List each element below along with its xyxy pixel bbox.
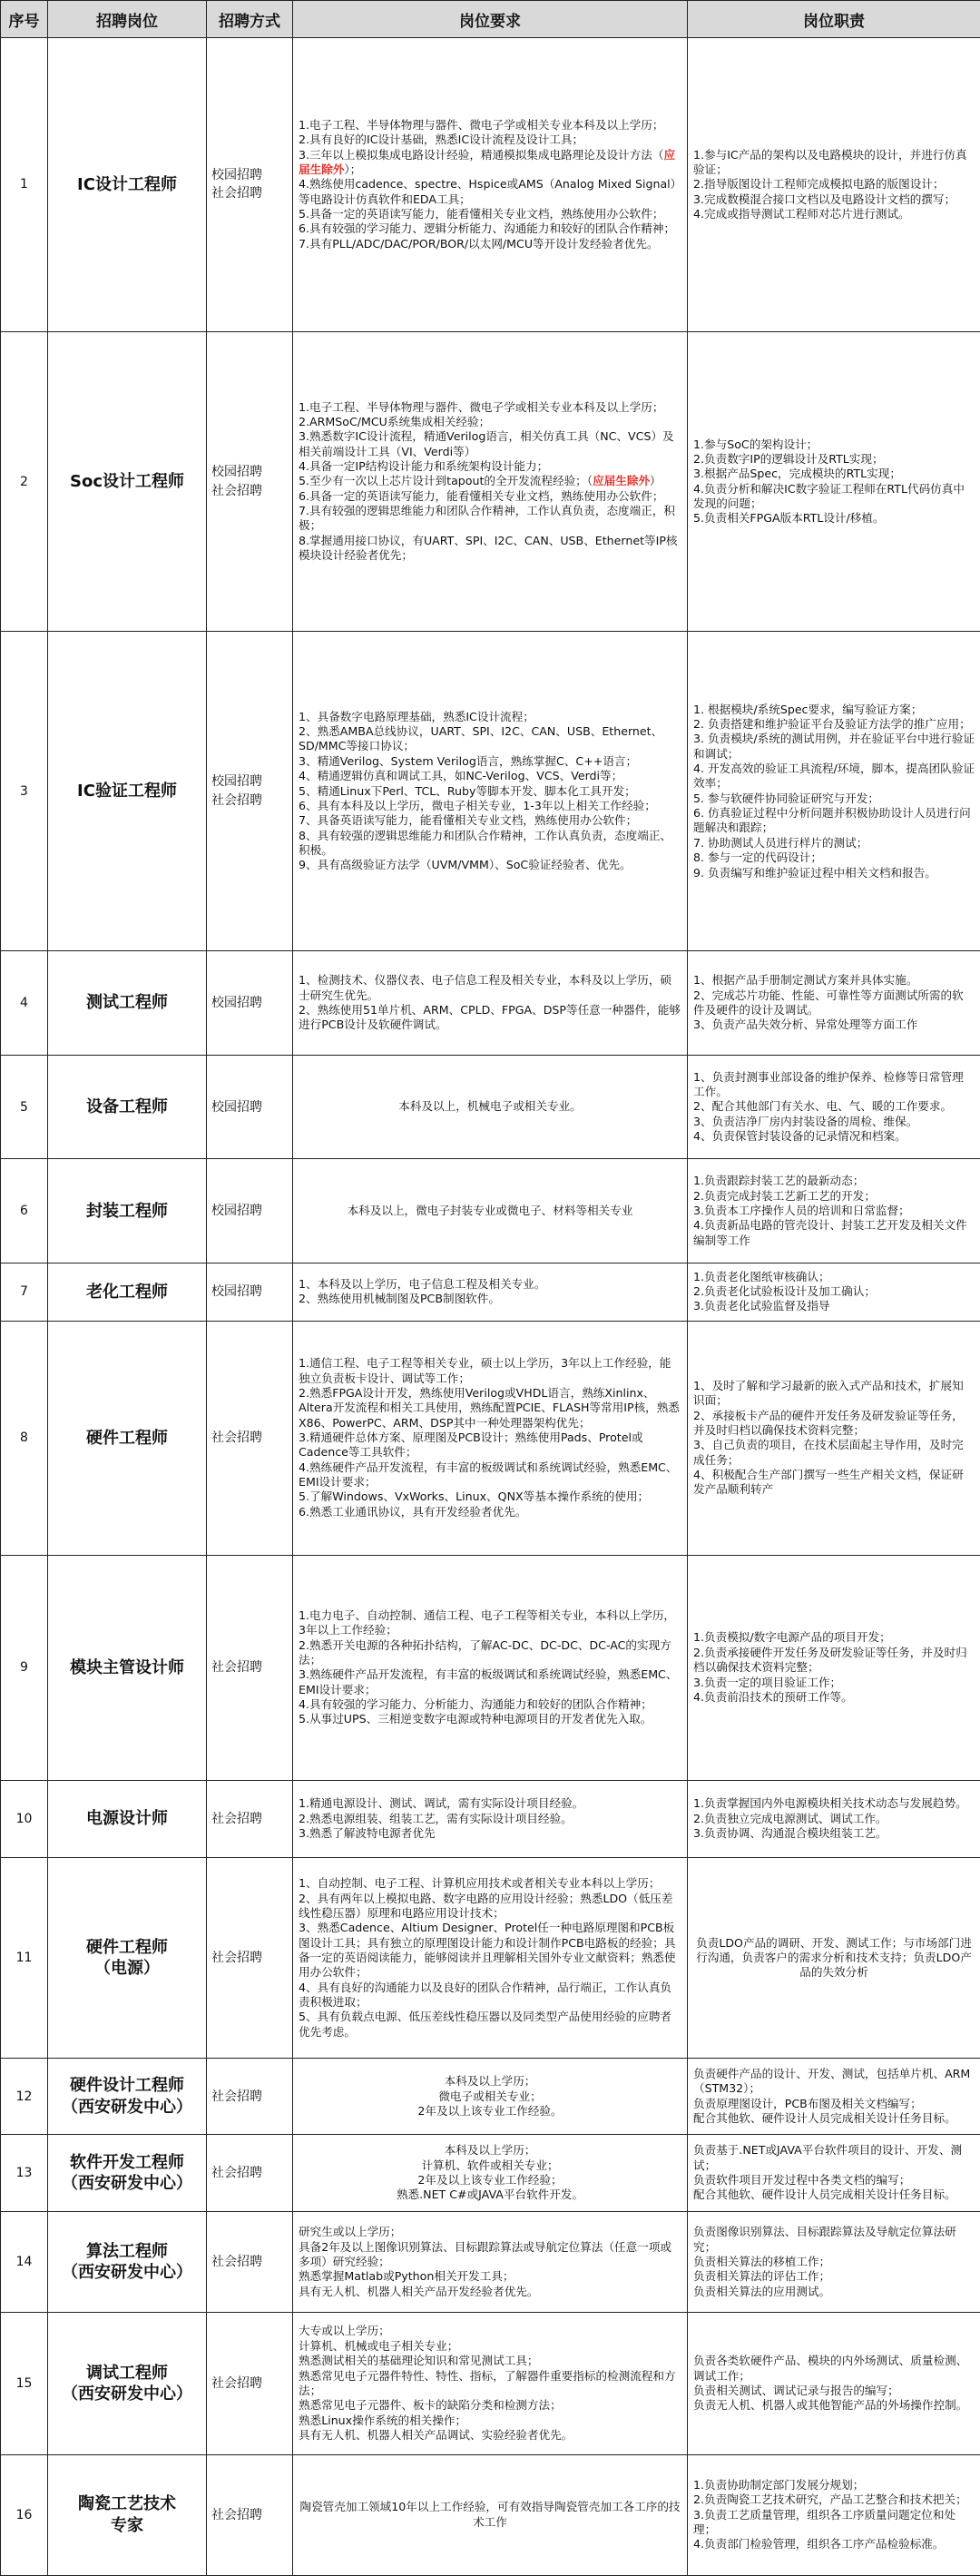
job-title	[48, 1321, 207, 1555]
job-title-line: （电源）	[94, 1959, 160, 1979]
requirement-item: 1、检测技术、仪器仪表、电子信息工程及相关专业，本科及以上学历，硕士研究生优先。	[299, 973, 672, 1002]
duty-item: 2.负责承接硬件开发任务及研发验证等任务，并及时归档以确保技术资料完整；	[693, 1645, 967, 1675]
job-title-line: （西安研发中心）	[62, 2174, 192, 2194]
row-number: 13	[1, 2135, 48, 2211]
requirement-item: 1.电子工程、半导体物理与器件、微电子学或相关专业本科及以上学历；	[299, 117, 664, 132]
header-method: 招聘方式	[207, 1, 293, 38]
requirement-item: 具有无人机、机器人相关产品调试、实验经验者优先。	[299, 2427, 573, 2442]
job-title	[48, 1263, 207, 1322]
recruit-method	[207, 951, 293, 1056]
duty-item: 4.完成或指导测试工程师对芯片进行测试。	[693, 207, 910, 221]
requirement-item: 3、精通Verilog、System Verilog语言，熟练掌握C、C++语言；	[299, 753, 638, 768]
duty-item: 1、及时了解和学习最新的嵌入式产品和技术，扩展知识面；	[693, 1378, 964, 1408]
duty-item: 1.负责掌握国内外电源模块相关技术动态与发展趋势。	[693, 1796, 967, 1811]
job-title-line: 陶瓷工艺技术	[78, 2494, 176, 2514]
duty-item: 配合其他软、硬件设计人员完成相关设计任务目标。	[693, 2111, 956, 2126]
requirement-item: 熟悉.NET C#或JAVA平台软件开发。	[396, 2188, 584, 2202]
duty-item: 4.负责部门检验管理，组织各工序产品检验标准。	[693, 2537, 945, 2551]
recruit-method-line: 社会招聘	[211, 2089, 262, 2104]
requirement-item: 4.具备一定IP结构设计能力和系统架构设计能力；	[299, 459, 549, 474]
table-row	[1, 38, 980, 332]
row-number: 1	[1, 38, 48, 332]
job-title	[48, 1055, 207, 1159]
job-duties	[688, 2059, 980, 2135]
requirement-item: 7、具备英语读写能力，能看懂相关专业文档，熟练使用办公软件；	[299, 813, 638, 828]
requirement-item: 7.具有较强的逻辑思维能力和团队合作精神，工作认真负责，态度端正，积极；	[299, 504, 676, 533]
duty-item: 4.负责新品电路的管壳设计、封装工艺开发及相关文件编制等工作	[693, 1218, 967, 1247]
recruit-method-line: 社会招聘	[211, 2507, 262, 2522]
row-number: 4	[1, 951, 48, 1056]
recruit-method-line: 校园招聘	[211, 168, 262, 183]
duty-item: 负责基于.NET或JAVA平台软件项目的设计、开发、测试；	[693, 2143, 963, 2172]
requirement-item: 2、熟练使用机械制图及PCB制图软件。	[299, 1292, 500, 1306]
row-number: 9	[1, 1555, 48, 1780]
requirement-item: 1.通信工程、电子工程等相关专业，硕士以上学历，3年以上工作经验，能独立负责板卡设计、调试等工作；	[299, 1356, 671, 1385]
recruit-method	[207, 1263, 293, 1322]
requirement-item: 5.了解Windows、VxWorks、Linux、QNX等基本操作系统的使用；	[299, 1490, 650, 1504]
duty-item: 1. 根据模块/系统Spec要求，编写验证方案；	[693, 702, 923, 716]
recruit-method	[207, 2313, 293, 2454]
requirement-item: 2.熟悉FPGA设计开发，熟练使用Verilog或VHDL语言，熟练Xinlinx、Altera开发流程和相关工具使用，熟练配置PCIE、FLASH等常用IP核，熟悉X86、PowerPC、ARM、DSP其中一种处理器架构优先；	[299, 1385, 680, 1430]
requirement-item: 3.熟练硬件产品开发流程，有丰富的板级调试和系统调试经验，熟悉EMC、EMI设计要求；	[299, 1667, 678, 1696]
recruit-method-line: 社会招聘	[211, 1811, 262, 1826]
duty-item: 1.负责老化图纸审核确认；	[693, 1269, 830, 1283]
recruit-method-line: 校园招聘	[211, 995, 262, 1010]
recruit-method-line: 社会招聘	[211, 1950, 262, 1965]
requirement-item: 8.掌握通用接口协议，有UART、SPI、I2C、CAN、USB、Ethernet等IP核模块设计经验者优先；	[299, 533, 678, 563]
duty-item: 负责相关算法的移植工作；	[693, 2254, 831, 2268]
row-number: 12	[1, 2059, 48, 2135]
duty-item: 6. 仿真验证过程中分析问题并积极协助设计人员进行问题解决和跟踪；	[693, 806, 971, 835]
table-row	[1, 2135, 980, 2211]
requirement-item: 2、熟悉AMBA总线协议，UART、SPI、I2C、CAN、USB、Ethernet、SD/MMC等接口协议；	[299, 724, 663, 753]
duty-item: 2.负责陶瓷工艺技术研究，产品工艺整合和技术把关；	[693, 2492, 967, 2507]
job-title-line: 电源设计师	[86, 1809, 168, 1829]
row-number: 10	[1, 1780, 48, 1857]
row-number: 11	[1, 1858, 48, 2059]
recruit-method	[207, 2454, 293, 2575]
header-duties: 岗位职责	[688, 1, 980, 38]
duty-item: 9. 负责编写和维护验证过程中相关文档和报告。	[693, 865, 936, 880]
job-duties	[688, 2135, 980, 2211]
requirement-item: 熟悉掌握Matlab或Python相关开发工具；	[299, 2269, 514, 2284]
duty-item: 3.根据产品Spec，完成模块的RTL实现；	[693, 467, 901, 481]
job-requirements	[293, 1055, 688, 1159]
job-duties	[688, 1055, 980, 1159]
job-title	[48, 1159, 207, 1263]
row-number: 3	[1, 632, 48, 951]
requirement-item: 9、具有高级验证方法学（UVM/VMM）、SoC验证经验者、优先。	[299, 858, 632, 872]
row-number: 8	[1, 1321, 48, 1555]
job-title-line: 专家	[111, 2515, 143, 2535]
job-title-line: 调试工程师	[86, 2363, 168, 2383]
requirement-item: 7.具有PLL/ADC/DAC/POR/BOR/以太网/MCU等开设计发经验者优先。	[299, 236, 659, 251]
job-title-line: 硬件工程师	[86, 1428, 168, 1448]
requirement-item: 4、具有良好的沟通能力以及良好的团队合作精神，品行端正，工作认真负责积极进取；	[299, 1980, 672, 2010]
duty-item: 3.负责本工序操作人员的培训和日常监督；	[693, 1204, 910, 1218]
duty-item: 负责原理图设计，PCB布图及相关文档编写；	[693, 2096, 922, 2110]
recruit-method-line: 社会招聘	[211, 792, 262, 808]
job-title-line: 设备工程师	[86, 1096, 168, 1116]
requirement-item: 本科及以上学历；	[444, 2074, 536, 2089]
table-row	[1, 2313, 980, 2454]
requirement-item: 2.熟悉开关电源的各种拓扑结构，了解AC-DC、DC-DC、DC-AC的实现方法；	[299, 1637, 671, 1667]
duty-item: 4、积极配合生产部门撰写一些生产相关文档，保证研发产品顺利转产	[693, 1467, 964, 1497]
job-title-line: （西安研发中心）	[62, 2263, 192, 2283]
job-title-line: 封装工程师	[86, 1201, 168, 1221]
job-title	[48, 2059, 207, 2135]
duty-item: 2、完成芯片功能、性能、可靠性等方面测试所需的软件及硬件的设计及调试。	[693, 988, 964, 1018]
job-requirements	[293, 1780, 688, 1857]
header-no: 序号	[1, 1, 48, 38]
job-title	[48, 1858, 207, 2059]
duty-item: 3、自己负责的项目，在技术层面起主导作用，及时完成任务；	[693, 1438, 964, 1467]
job-duties	[688, 632, 980, 951]
recruit-method	[207, 2059, 293, 2135]
requirement-item: 6、具有本科及以上学历，微电子相关专业，1-3年以上相关工作经验；	[299, 798, 656, 812]
requirement-item: 8、具有较强的逻辑思维能力和团队合作精神，工作认真负责，态度端正、积极。	[299, 828, 672, 857]
requirement-item: 2.熟悉电源组装、组装工艺，需有实际设计项目经验。	[299, 1811, 573, 1825]
table-row	[1, 1055, 980, 1159]
duty-item: 2. 负责搭建和维护验证平台及验证方法学的推广应用；	[693, 716, 971, 731]
duty-item: 2.负责数字IP的逻辑设计及RTL实现；	[693, 451, 884, 466]
job-requirements	[293, 1321, 688, 1555]
duty-item: 5. 参与软硬件协同验证研究与开发；	[693, 791, 879, 805]
requirement-item: 微电子或相关专业；	[438, 2089, 542, 2103]
duty-item: 负责各类软硬件产品、模块的内外场测试、质量检测、调试工作；	[693, 2354, 968, 2383]
job-title-line: 算法工程师	[86, 2241, 168, 2261]
job-title-line: Soc设计工程师	[70, 471, 184, 491]
duty-item: 4. 开发高效的验证工具流程/环境，脚本，提高团队验证效率；	[693, 762, 975, 791]
recruit-method-line: 校园招聘	[211, 1204, 262, 1219]
requirement-item: 3.熟悉了解波特电源者优先	[299, 1826, 436, 1841]
job-title-line: IC验证工程师	[77, 782, 177, 801]
job-duties	[688, 2211, 980, 2312]
requirement-item: 2.ARMSoC/MCU系统集成相关经验；	[299, 414, 491, 428]
requirement-item: 具有无人机、机器人相关产品开发经验者优先。	[299, 2284, 539, 2298]
duty-item: 负责硬件产品的设计、开发、测试，包括单片机、ARM（STM32）；	[693, 2067, 971, 2096]
duty-item: 1.参与SoC的架构设计；	[693, 437, 818, 451]
requirement-item: 1、本科及以上学历，电子信息工程及相关专业。	[299, 1276, 546, 1291]
job-title	[48, 38, 207, 332]
job-duties	[688, 38, 980, 332]
job-title-line: （西安研发中心）	[62, 2097, 192, 2117]
requirement-item: 本科及以上，机械电子或相关专业。	[398, 1099, 582, 1114]
job-title	[48, 1555, 207, 1780]
recruit-method-line: 社会招聘	[211, 2165, 262, 2180]
job-title-line: 测试工程师	[86, 993, 168, 1013]
recruit-method	[207, 2211, 293, 2312]
duty-item: 5.负责相关FPGA版本RTL设计/移植。	[693, 511, 885, 526]
duty-item: 1.负责模拟/数字电源产品的项目开发；	[693, 1630, 891, 1645]
job-title-line: 模块主管设计师	[70, 1657, 184, 1677]
job-duties	[688, 2454, 980, 2575]
job-title-line: 老化工程师	[86, 1282, 168, 1302]
job-title-line: （西安研发中心）	[62, 2384, 192, 2404]
requirement-item: 本科及以上学历；	[444, 2143, 536, 2158]
requirement-item: 4.熟练硬件产品开发流程，有丰富的板级调试和系统调试经验，熟悉EMC、EMI设计要求；	[299, 1460, 678, 1490]
recruit-method	[207, 1321, 293, 1555]
requirement-item: 2年及以上该专业工作经验；	[417, 2173, 563, 2188]
recruit-method-line: 校园招聘	[211, 774, 262, 790]
table-row	[1, 2211, 980, 2312]
job-requirements	[293, 1858, 688, 2059]
duty-item: 3.负责工艺质量管理，组织各工序质量问题定位和处理；	[693, 2507, 956, 2536]
job-requirements	[293, 38, 688, 332]
recruit-method	[207, 1055, 293, 1159]
recruit-method-line: 社会招聘	[211, 1431, 262, 1446]
job-duties	[688, 951, 980, 1056]
job-title-line: IC设计工程师	[77, 174, 177, 194]
table-row	[1, 331, 980, 631]
requirement-item: 3、熟悉Cadence、Altium Designer、Protel任一种电路原理图和PCB板图设计工具；具有独立的原理图设计能力和设计制作PCB电路板的经验；具备一定的英语阅读能力，能够阅读并且理解相关国外专业文献资料；熟悉使用办公软件；	[299, 1921, 676, 1980]
job-title	[48, 2211, 207, 2312]
recruit-method	[207, 632, 293, 951]
table-row	[1, 951, 980, 1056]
job-title-line: 软件开发工程师	[70, 2152, 184, 2172]
table-row	[1, 1780, 980, 1857]
recruit-method-line: 社会招聘	[211, 186, 262, 202]
row-number: 16	[1, 2454, 48, 2575]
duty-item: 3.负责协调、沟通混合模块组装工艺。	[693, 1826, 887, 1841]
duty-item: 1.负责协助制定部门发展分规划；	[693, 2477, 865, 2492]
requirement-item: 熟悉测试相关的基础理论知识和常见测试工具；	[299, 2354, 539, 2368]
duty-item: 2、配合其他部门有关水、电、气、暖的工作要求。	[693, 1099, 953, 1114]
requirement-item: 熟悉常见电子元器件、板卡的缺陷分类和检测方法；	[299, 2398, 562, 2413]
job-title	[48, 331, 207, 631]
recruit-method-line: 社会招聘	[211, 483, 262, 498]
row-number: 5	[1, 1055, 48, 1159]
table-row	[1, 1858, 980, 2059]
job-requirements	[293, 2135, 688, 2211]
recruit-method	[207, 1780, 293, 1857]
requirement-item: 1.精通电源设计、测试、调试，需有实际设计项目经验。	[299, 1796, 584, 1811]
job-title	[48, 632, 207, 951]
duty-item: 3、负责洁净厂房内封装设备的周检、维保。	[693, 1114, 918, 1128]
duty-item: 4.负责前沿技术的预研工作等。	[693, 1689, 853, 1704]
requirement-item: 本科及以上，微电子封装专业或微电子、材料等相关专业	[347, 1204, 633, 1218]
job-title	[48, 951, 207, 1056]
job-requirements	[293, 2313, 688, 2454]
requirement-item: 5、具有负载点电源、低压差线性稳压器以及同类型产品使用经验的应聘者优先考虑。	[299, 2010, 672, 2039]
row-number: 14	[1, 2211, 48, 2312]
job-requirements	[293, 331, 688, 631]
requirement-item: 计算机、软件或相关专业；	[421, 2158, 559, 2172]
duty-item: 1、根据产品手册制定测试方案并具体实施。	[693, 973, 918, 988]
requirement-item: 5、精通Linux下Perl、TCL、Ruby等脚本开发、脚本化工具开发；	[299, 783, 636, 798]
duty-item: 3.完成数模混合接口文档以及电路设计文档的撰写；	[693, 192, 956, 206]
job-duties	[688, 2313, 980, 2454]
requirement-item: 5.至少有一次以上芯片设计到tapout的全开发流程经验；（应届生除外）	[299, 474, 662, 488]
recruit-method	[207, 1159, 293, 1263]
requirement-item: 6.具有较强的学习能力、逻辑分析能力、沟通能力和较好的团队合作精神；	[299, 221, 676, 236]
header-requirements: 岗位要求	[293, 1, 688, 38]
requirement-item: 熟悉Linux操作系统的相关操作；	[299, 2413, 467, 2427]
table-row	[1, 1159, 980, 1263]
requirement-item: 2、具有两年以上模拟电路、数字电路的应用设计经验；熟悉LDO（低压差线性稳压器）原理和电路应用设计技术；	[299, 1891, 673, 1920]
job-duties	[688, 1321, 980, 1555]
requirement-item: 4.具有较强的学习能力、分析能力、沟通能力和较好的团队合作精神；	[299, 1697, 652, 1712]
row-number: 6	[1, 1159, 48, 1263]
duty-item: 3.负责一定的项目验证工作；	[693, 1675, 842, 1689]
duty-item: 负责相关算法的评估工作；	[693, 2269, 831, 2284]
recruit-method	[207, 1555, 293, 1780]
job-duties	[688, 331, 980, 631]
row-number: 7	[1, 1263, 48, 1322]
table-row	[1, 2454, 980, 2575]
job-requirements	[293, 951, 688, 1056]
job-title	[48, 2454, 207, 2575]
job-requirements	[293, 2059, 688, 2135]
job-requirements	[293, 1159, 688, 1263]
duty-item: 负责相关测试、调试记录与报告的编写；	[693, 2383, 899, 2397]
job-duties	[688, 1858, 980, 2059]
requirement-item: 5.具备一定的英语读写能力，能看懂相关专业文档，熟练使用办公软件；	[299, 207, 664, 221]
table-row	[1, 1263, 980, 1322]
requirement-item: 4.熟练使用cadence、spectre、Hspice或AMS（Analog Mixed Signal）等电路设计仿真软件和EDA工具；	[299, 177, 676, 206]
job-duties	[688, 1263, 980, 1322]
duty-item: 2.负责完成封装工艺新工艺的开发；	[693, 1188, 876, 1203]
duty-item: 7. 协助测试人员进行样片的测试；	[693, 835, 868, 850]
job-title	[48, 2135, 207, 2211]
table-row	[1, 632, 980, 951]
job-duties	[688, 1780, 980, 1857]
requirement-item: 3.精通硬件总体方案、原理图及PCB设计；熟练使用Pads、Protel或Cadence等工具软件；	[299, 1431, 643, 1460]
table-row	[1, 1321, 980, 1555]
job-duties	[688, 1159, 980, 1263]
duty-item: 负责图像识别算法、目标跟踪算法及导航定位算法研究；	[693, 2225, 956, 2254]
table-row	[1, 1555, 980, 1780]
requirement-item: 1.电力电子、自动控制、通信工程、电子工程等相关专业，本科以上学历，3年以上工作经验；	[299, 1608, 676, 1637]
duty-item: 2.负责老化试验板设计及加工确认；	[693, 1284, 876, 1299]
requirement-item: 具备2年及以上图像识别算法、目标跟踪算法或导航定位算法（任意一项或多项）研究经验；	[299, 2239, 672, 2268]
requirement-item: 2年及以上该专业工作经验。	[417, 2103, 563, 2118]
requirement-item: 2、熟练使用51单片机、ARM、CPLD、FPGA、DSP等任意一种器件，能够进行PCB设计及软硬件调试。	[299, 1003, 681, 1032]
requirement-item: 3.三年以上模拟集成电路设计经验，精通模拟集成电路理论及设计方法（应届生除外）；	[299, 147, 676, 176]
recruit-method-line: 社会招聘	[211, 1660, 262, 1676]
duty-item: 1.负责跟踪封装工艺的最新动态；	[693, 1174, 865, 1188]
duty-item: 8. 参与一定的代码设计；	[693, 850, 822, 865]
requirement-item: 6.具备一定的英语读写能力，能看懂相关专业文档，熟练使用办公软件；	[299, 488, 664, 503]
requirement-item: 4、精通逻辑仿真和调试工具，如NC-Verilog、VCS、Verdi等；	[299, 769, 623, 783]
recruit-method-line: 社会招聘	[211, 2254, 262, 2269]
requirement-item: 1、自动控制、电子工程、计算机应用技术或者相关专业本科以上学历；	[299, 1876, 661, 1891]
duty-item: 3. 负责模块/系统的测试用例，并在验证平台中进行验证和调试；	[693, 732, 975, 761]
duty-item: 3、负责产品失效分析、异常处理等方面工作	[693, 1018, 918, 1032]
job-requirements	[293, 632, 688, 951]
requirement-item: 5.从事过UPS、三相逆变数字电源或特种电源项目的开发者优先入取。	[299, 1712, 652, 1726]
duty-item: 3.负责老化试验监督及指导	[693, 1299, 830, 1313]
duty-item: 负责软件项目开发过程中各类文档的编写；	[693, 2173, 911, 2188]
requirement-item: 3.熟悉数字IC设计流程，精通Verilog语言，相关仿真工具（NC、VCS）及相关前端设计工具（VI、Verdi等）	[299, 429, 674, 458]
job-requirements	[293, 2211, 688, 2312]
job-requirements	[293, 1555, 688, 1780]
job-title	[48, 1780, 207, 1857]
recruit-method-line: 校园招聘	[211, 1284, 262, 1300]
job-title-line: 硬件设计工程师	[70, 2076, 184, 2096]
header-row	[1, 1, 980, 38]
duty-item: 2.指导版图设计工程师完成模拟电路的版图设计；	[693, 177, 945, 192]
duty-item: 2.负责独立完成电源测试、调试工作。	[693, 1811, 887, 1825]
job-requirements	[293, 2454, 688, 2575]
duty-item: 4、负责保管封装设备的记录情况和档案。	[693, 1129, 906, 1144]
job-title-line: 硬件工程师	[86, 1937, 168, 1957]
duty-item: 1.参与IC产品的架构以及电路模块的设计，并进行仿真验证；	[693, 147, 967, 176]
duty-item: 负责无人机、机器人或其他智能产品的外场操作控制。	[693, 2398, 968, 2413]
recruit-method	[207, 331, 293, 631]
requirement-item: 6.熟悉工业通讯协议，具有开发经验者优先。	[299, 1504, 527, 1519]
duty-item: 配合其他软、硬件设计人员完成相关设计任务目标。	[693, 2188, 956, 2202]
duty-item: 负责相关算法的应用测试。	[693, 2284, 831, 2298]
table-row	[1, 2059, 980, 2135]
job-duties	[688, 1555, 980, 1780]
recruit-method	[207, 2135, 293, 2211]
job-requirements	[293, 1263, 688, 1322]
header-title: 招聘岗位	[48, 1, 207, 38]
duty-item: 4.负责分析和解决IC数字验证工程师在RTL代码仿真中发现的问题；	[693, 481, 965, 510]
duty-item: 2、承接板卡产品的硬件开发任务及研发验证等任务，并及时归档以确保技术资料完整；	[693, 1408, 964, 1437]
recruit-method	[207, 1858, 293, 2059]
requirement-item: 陶瓷管壳加工领域10年以上工作经验，可有效指导陶瓷管壳加工各工序的技术工作	[299, 2500, 681, 2529]
row-number: 15	[1, 2313, 48, 2454]
duty-item: 1、负责封测事业部设备的维护保养、检修等日常管理工作。	[693, 1069, 964, 1099]
job-title	[48, 2313, 207, 2454]
requirement-item: 2.具有良好的IC设计基础，熟悉IC设计流程及设计工具；	[299, 133, 584, 147]
requirement-item: 大专或以上学历；	[299, 2324, 390, 2338]
requirement-item: 1、具备数字电路原理基础，熟悉IC设计流程；	[299, 709, 534, 723]
requirement-item: 计算机、机械或电子相关专业；	[299, 2338, 459, 2353]
recruit-method-line: 校园招聘	[211, 1099, 262, 1115]
requirement-item: 研究生或以上学历；	[299, 2225, 402, 2239]
recruit-method-line: 校园招聘	[211, 465, 262, 480]
requirement-item: 1.电子工程、半导体物理与器件、微电子学或相关专业本科及以上学历；	[299, 399, 664, 414]
row-number: 2	[1, 331, 48, 631]
duty-item: 负责LDO产品的调研、开发、测试工作；与市场部门进行沟通，负责客户的需求分析和技术支持；负责LDO产品的失效分析	[696, 1935, 972, 1980]
requirement-item: 熟悉常见电子元器件特性、特性、指标，了解器件重要指标的检测流程和方法；	[299, 2368, 676, 2397]
recruit-method-line: 社会招聘	[211, 2375, 262, 2391]
recruit-method	[207, 38, 293, 332]
